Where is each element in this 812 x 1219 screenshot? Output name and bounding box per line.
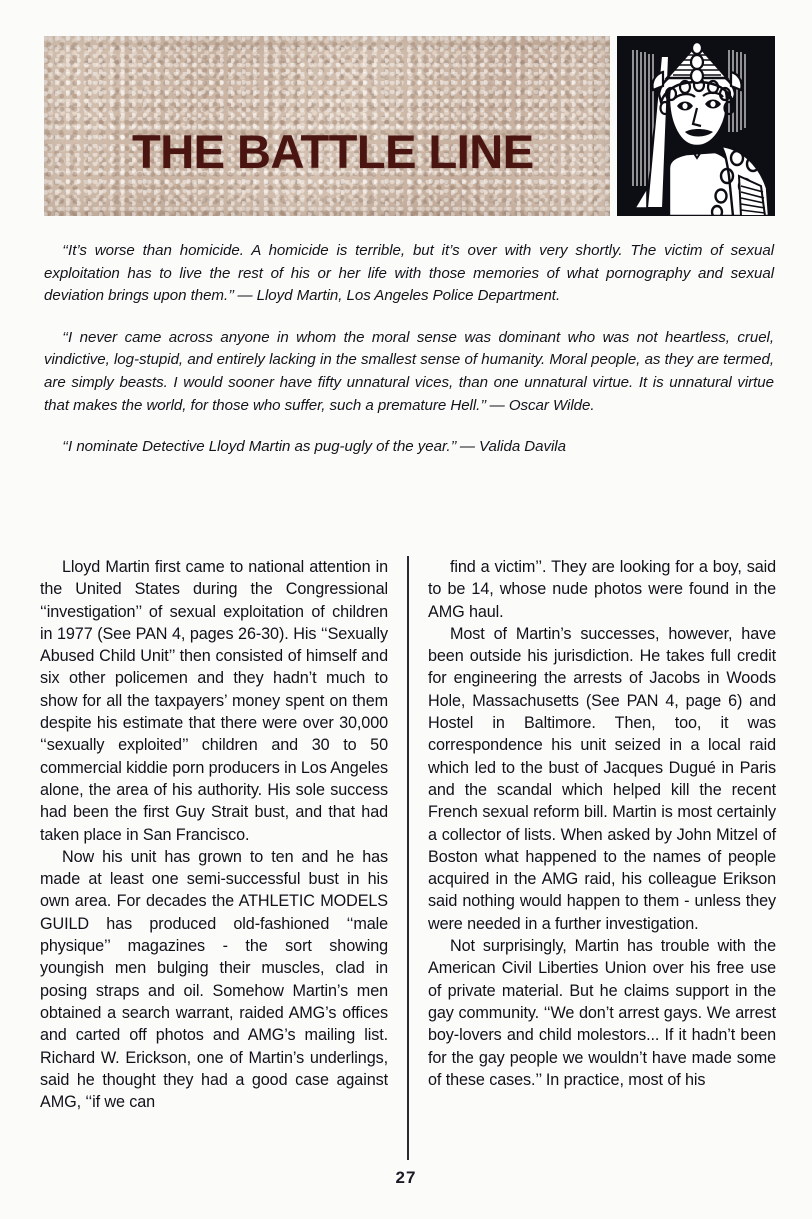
page-number: 27 [395, 1168, 417, 1187]
quote-oscar-wilde: ‘‘I never came across anyone in whom the moral sense was dominant who was not heartless, cruel, vindictive, log-stupid, and entirely lacking in the smallest sense of humanity. Moral people, as they are termed, are simply beasts. I would sooner have fifty unnatural vices, than one unnatural virtue. It is unnatural virtue that makes the world, for those who suffer, such a premature Hell.’’ — Oscar Wilde. [44, 328, 774, 414]
column-left [40, 556, 388, 1164]
column-right [428, 556, 776, 1164]
column-divider-rule [407, 556, 409, 1160]
woodcut-illustration [617, 36, 775, 216]
quote-lloyd-martin: ‘‘It’s worse than homicide. A homicide is terrible, but it’s over with very shortly. The victim of sexual exploitation has to live the rest of his or her life with those memories of what pornography and sexual deviation brings upon them.’’ — Lloyd Martin, Los Angeles Police Department. [44, 242, 774, 305]
paragraph: Most of Martin’s successes, however, have been outside his jurisdiction. He takes full credit for engineering the arrests of Jacobs in Woods Hole, Massachusetts (See PAN 4, page 6) and Hostel in Baltimore. Then, too, it was correspondence his unit seized in a local raid which led to the bust of Jacques Dugué in Paris and the scandal which helped kill the recent French sexual reform bill. Martin is most certainly a collector of lists. When asked by John Mitzel of Boston what happened to the names of people acquired in the AMG raid, his colleague Erikson said nothing would happen to them - unless they were needed in a further investigation. [428, 624, 776, 933]
page-title: THE BATTLE LINE [132, 125, 534, 178]
paragraph: find a victim’’. They are looking for a boy, said to be 14, whose nude photos were found in the AMG haul. [428, 558, 776, 621]
pull-quote-block [44, 240, 774, 459]
article-body [40, 556, 776, 1164]
paragraph: Lloyd Martin first came to national attention in the United States during the Congressional ‘‘investigation’’ of sexual exploitation of children in 1977 (See PAN 4, pages 26-30). His ‘‘Sexually Abused Child Unit’’ then consisted of himself and six other policemen and they hadn’t much to show for all the taxpayers’ money spent on them despite his estimate that there were over 30,000 ‘‘sexually exploited’’ children and 30 to 50 commercial kiddie porn producers in Los Angeles alone, the area of his authority. His sole success had been the first Guy Strait bust, and that had taken place in San Francisco. [40, 558, 389, 844]
quote-valida-davila: ‘‘I nominate Detective Lloyd Martin as pug-ugly of the year.’’ — Valida Davila [62, 438, 566, 456]
paragraph: Not surprisingly, Martin has trouble with the American Civil Liberties Union over his free use of private material. But he claims support in the gay community. ‘‘We don’t arrest gays. We arrest boy-lovers and child molestors... If it hadn’t been for the gay people we wouldn’t have made some of these cases.’’ In practice, most of his [428, 937, 776, 1089]
masthead-banner [44, 36, 610, 216]
paragraph: Now his unit has grown to ten and he has made at least one semi-successful bust in his own area. For decades the ATHLETIC MODELS GUILD has produced old-fashioned ‘‘male physique’’ magazines - the sort showing youngish men bulging their muscles, clad in posing straps and oil. Somehow Martin’s men obtained a search warrant, raided AMG’s offices and carted off photos and AMG’s mailing list. Richard W. Erickson, one of Martin’s underlings, said he thought they had a good case against AMG, ‘‘if we can [40, 847, 388, 1112]
